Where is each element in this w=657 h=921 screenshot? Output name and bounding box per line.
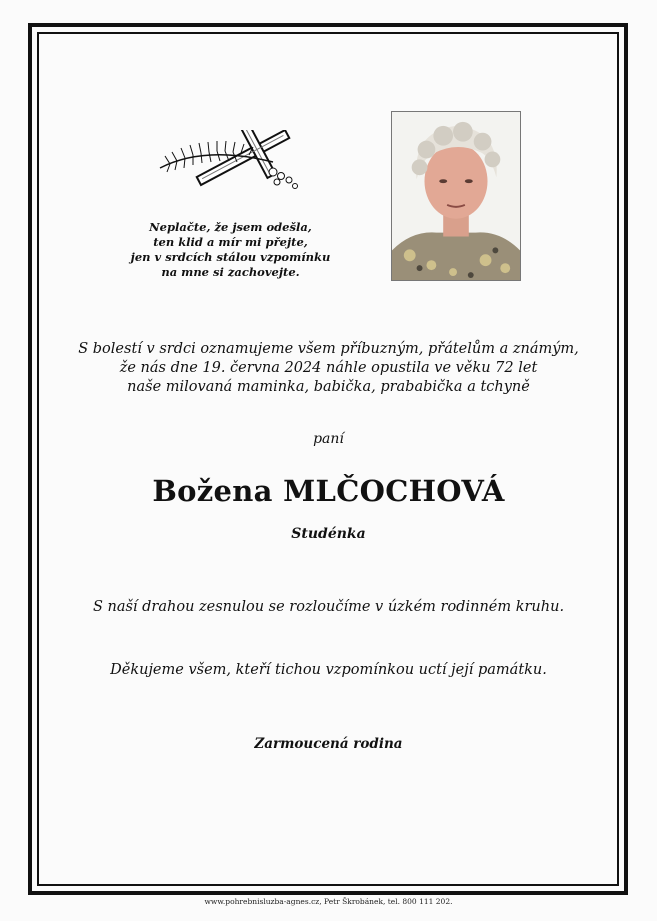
residence: Studénka bbox=[291, 526, 366, 542]
poem-line: na mne si zachovejte. bbox=[161, 265, 300, 279]
thanks-text: Děkujeme všem, kteří tichou vzpomínkou uctí její památku. bbox=[110, 662, 547, 678]
portrait-photo bbox=[391, 111, 521, 281]
announcement-text bbox=[60, 340, 597, 397]
cross-with-palm-branch-icon bbox=[155, 130, 305, 200]
announcement-line: naše milovaná maminka, babička, prababička a tchyně bbox=[127, 379, 530, 395]
footer-credit: www.pohrebnisluzba-agnes.cz, Petr Škrobánek, tel. 800 111 202. bbox=[204, 897, 453, 906]
deceased-name: Božena MLČOCHOVÁ bbox=[152, 474, 505, 508]
signature: Zarmoucená rodina bbox=[254, 736, 403, 752]
announcement-line: že nás dne 19. června 2024 náhle opustila ve věku 72 let bbox=[119, 360, 538, 376]
poem-line: Neplačte, že jsem odešla, bbox=[149, 220, 312, 234]
announcement-line: S bolestí v srdci oznamujeme všem příbuzným, přátelům a známým, bbox=[78, 341, 579, 357]
farewell-text: S naší drahou zesnulou se rozloučíme v úzkém rodinném kruhu. bbox=[92, 599, 565, 615]
inner-black-border bbox=[37, 32, 619, 886]
poem-line: jen v srdcích stálou vzpomínku bbox=[130, 250, 331, 264]
poem-line: ten klid a mír mi přejte, bbox=[153, 235, 308, 249]
honorific: paní bbox=[313, 431, 344, 447]
memorial-poem bbox=[118, 220, 343, 280]
